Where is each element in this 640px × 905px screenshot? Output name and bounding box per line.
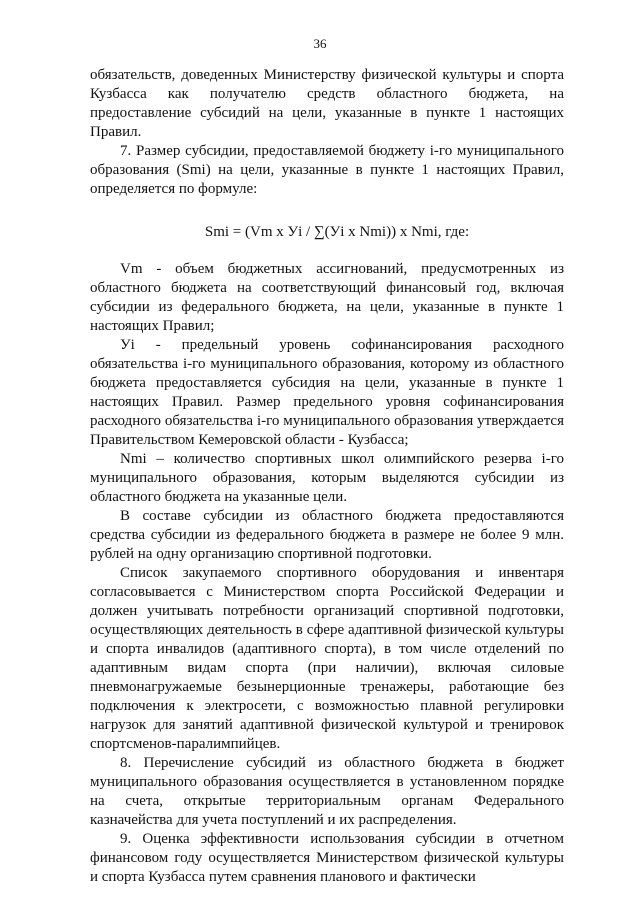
page-number: 36 xyxy=(313,36,327,51)
definition-y-symbol: Уi xyxy=(120,337,135,353)
definition-y xyxy=(90,336,564,450)
definition-n-text: – количество спортивных школ олимпийского резерва i-го муниципального образования, которым выделяются субсидии из областного бюджета на указанные цели. xyxy=(90,451,565,505)
paragraph-8: 8. Перечисление субсидий из областного бюджета в бюджет муниципального образования осуществляется в установленном порядке на счета, открытые территориальным органам Федерального казначейства для учета поступлений и их распределения. xyxy=(90,755,564,828)
definition-v-symbol: Vm xyxy=(120,261,143,277)
paragraph-continuation: обязательств, доведенных Министерству физической культуры и спорта Кузбасса как получателю средств областного бюджета, на предоставление субсидий на цели, указанные в пункте 1 настоящих Правил. xyxy=(90,67,564,140)
definition-v-text: - объем бюджетных ассигнований, предусмотренных из областного бюджета на соответствующий финансовый год, включая субсидии из федерального бюджета, на цели, указанные в пункте 1 настоящих Правил; xyxy=(90,261,564,334)
paragraph-9: 9. Оценка эффективности использования субсидии в отчетном финансовом году осуществляется Министерством физической культуры и спорта Кузбасса путем сравнения планового и фактически xyxy=(90,831,564,885)
paragraph-equipment-list: Список закупаемого спортивного оборудования и инвентаря согласовывается с Министерством спорта Российской Федерации и должен учитывать потребности организаций спортивной подготовки, осуществляющих деятельность в сфере адаптивной физической культуры и спорта инвалидов (адаптивного спорта), в том числе отделений по адаптивным видам спорта (при наличии), включая силовые пневмонагружаемые безынерционные тренажеры, работающие без подключения к электросети, с возможностью плавной регулировки нагрузок для занятий адаптивной физической культурой и тренировок спортсменов-паралимпийцев. xyxy=(90,565,564,752)
definition-n xyxy=(90,450,564,507)
definition-v xyxy=(90,260,564,336)
paragraph-7: 7. Размер субсидии, предоставляемой бюджету i-го муниципального образования (Smi) на цели, указанные в пункте 1 настоящих Правил, определяется по формуле: xyxy=(90,143,564,197)
definition-y-text: - предельный уровень софинансирования расходного обязательства i-го муниципального образования, которому из областного бюджета предоставляется субсидия на цели, указанные в пункте 1 настоящих Правил. Размер предельного уровня софинансирования расходного обязательства i-го муниципального образования утверждается Правительством Кемеровской области - Кузбасса; xyxy=(90,337,564,448)
paragraph-federal-funds: В составе субсидии из областного бюджета предоставляются средства субсидии из федерального бюджета в размере не более 9 млн. рублей на одну организацию спортивной подготовки. xyxy=(90,508,564,562)
document-body xyxy=(90,66,564,887)
subsidy-formula: Smi = (Vm x Уi / ∑(Уi x Nmi)) x Nmi, где: xyxy=(204,224,470,240)
definition-n-symbol: Nmi xyxy=(120,451,147,467)
